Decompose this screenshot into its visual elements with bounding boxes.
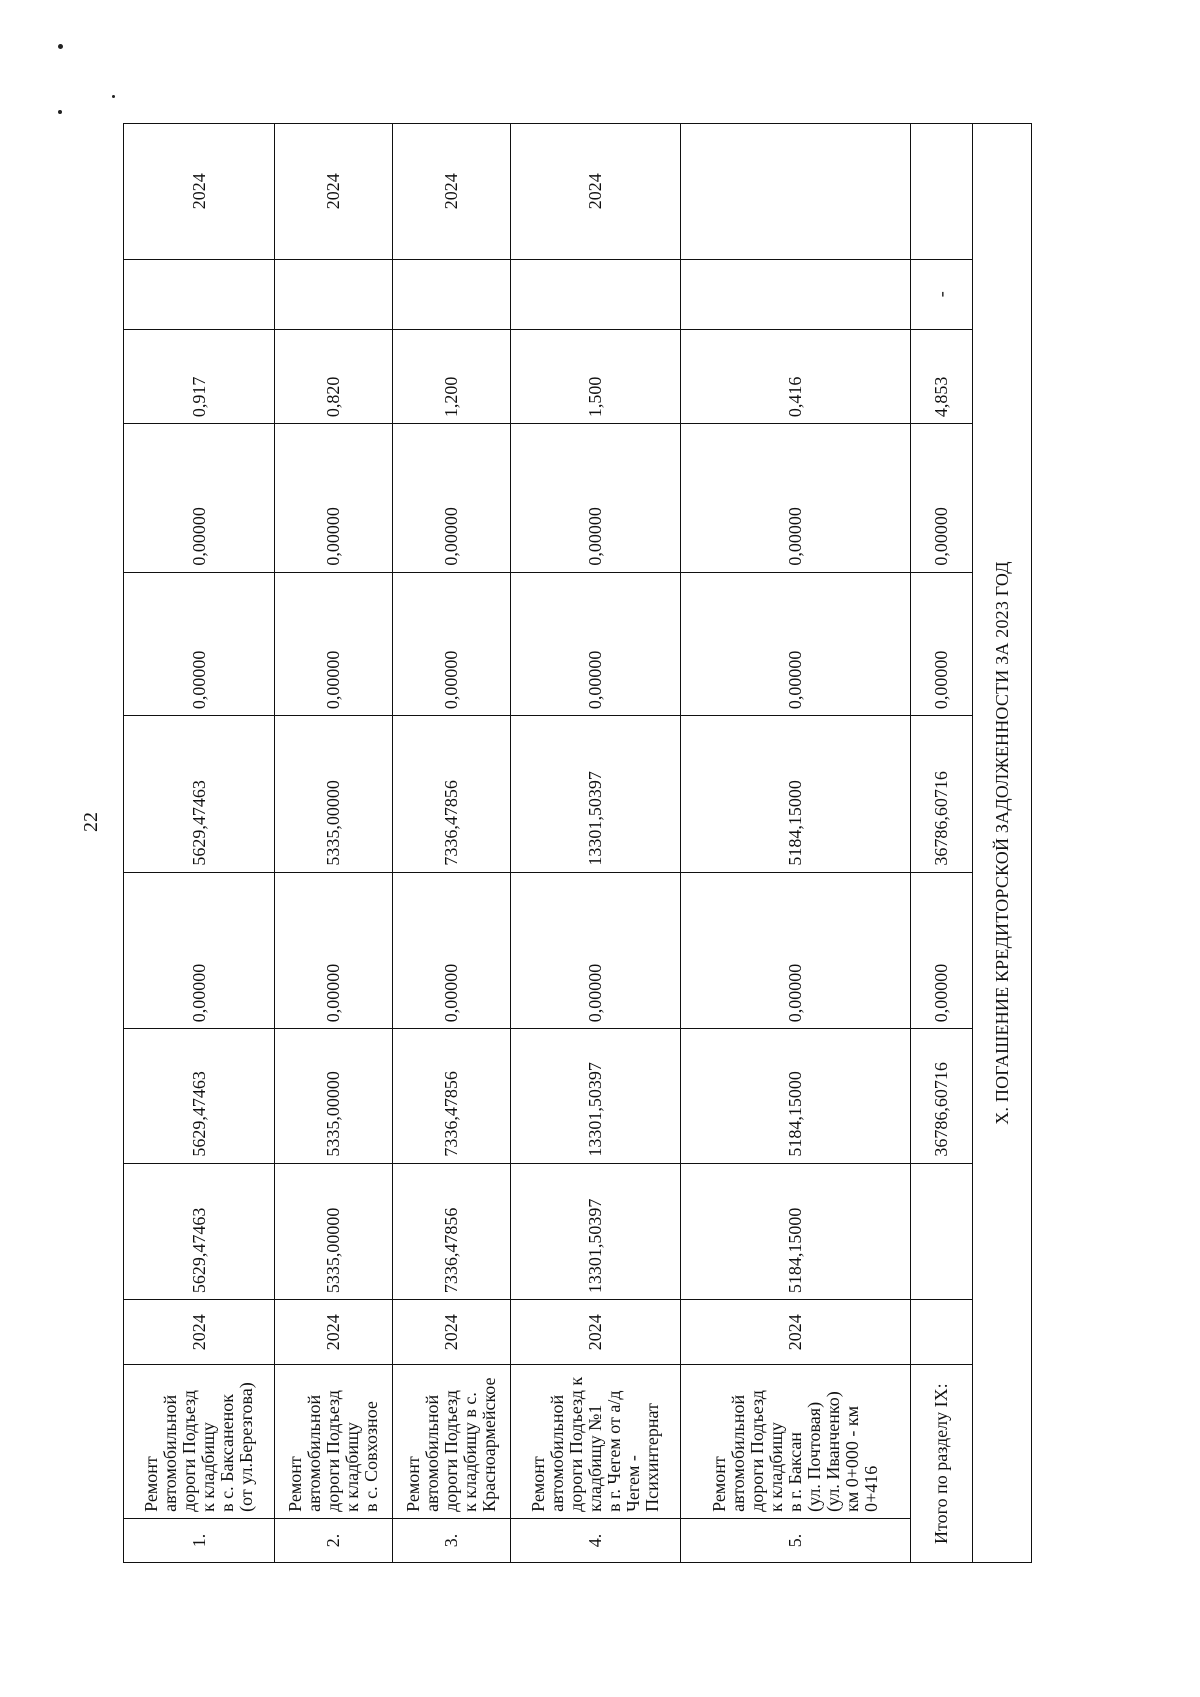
empty-cell [275,259,393,329]
total-value: 0,00000 [911,872,973,1029]
row-number: 5. [681,1518,911,1562]
total-label: Итого по разделу IX: [911,1365,973,1563]
value-cell: 0,00000 [511,424,681,573]
value-cell: 0,00000 [275,872,393,1029]
total-value: 0,00000 [911,572,973,715]
year-cell: 2024 [275,124,393,260]
value-cell: 0,00000 [124,872,275,1029]
scan-speck [112,95,115,98]
row-number: 1. [124,1518,275,1562]
value-cell: 13301,50397 [511,716,681,873]
year-cell: 2024 [511,1300,681,1365]
year-cell: 2024 [511,124,681,260]
value-cell: 0,00000 [681,572,911,715]
value-cell: 0,00000 [511,572,681,715]
year-cell: 2024 [681,1300,911,1365]
value-cell: 13301,50397 [511,1029,681,1163]
row-number: 2. [275,1518,393,1562]
row-number: 3. [393,1518,511,1562]
value-cell: 0,00000 [393,872,511,1029]
value-cell: 7336,47856 [393,1163,511,1299]
empty-cell [911,1163,973,1299]
length-cell: 0,416 [681,329,911,423]
value-cell: 5335,00000 [275,1163,393,1299]
table-row [124,124,275,1563]
year-cell: 2024 [124,124,275,260]
value-cell: 13301,50397 [511,1163,681,1299]
total-length: 4,853 [911,329,973,423]
table-row [275,124,393,1563]
value-cell: 0,00000 [124,424,275,573]
year-cell: 2024 [393,1300,511,1365]
work-name: Ремонт автомобильной дороги Подъезд к кладбищу в с. Совхозное [275,1365,393,1519]
value-cell: 5335,00000 [275,716,393,873]
value-cell: 5184,15000 [681,716,911,873]
value-cell: 0,00000 [275,572,393,715]
value-cell: 5629,47463 [124,1163,275,1299]
scan-speck [58,44,63,49]
value-cell: 0,00000 [124,572,275,715]
value-cell: 7336,47856 [393,716,511,873]
value-cell: 0,00000 [681,424,911,573]
value-cell: 0,00000 [511,872,681,1029]
year-cell: 2024 [393,124,511,260]
total-value: 0,00000 [911,424,973,573]
empty-cell [911,124,973,260]
length-cell: 0,917 [124,329,275,423]
value-cell: 0,00000 [393,572,511,715]
value-cell: 7336,47856 [393,1029,511,1163]
value-cell: 5184,15000 [681,1163,911,1299]
value-cell: 0,00000 [393,424,511,573]
empty-cell [393,259,511,329]
work-name: Ремонт автомобильной дороги Подъезд к кладбищу в с. Баксаненок (от ул.Березгова) [124,1365,275,1519]
empty-cell [511,259,681,329]
year-cell [681,124,911,260]
total-dash: - [911,259,973,329]
year-cell: 2024 [275,1300,393,1365]
page-number: 22 [80,812,102,832]
empty-cell [124,259,275,329]
scan-speck [58,110,62,114]
work-name: Ремонт автомобильной дороги Подъезд к кладбищу №1 в г. Чегем от а/д Чегем - Психинтернат [511,1365,681,1519]
year-cell: 2024 [124,1300,275,1365]
value-cell: 0,00000 [275,424,393,573]
table-row [511,124,681,1563]
rotated-table-container [123,123,1075,1563]
value-cell: 5184,15000 [681,1029,911,1163]
works-table [123,123,1032,1563]
work-name: Ремонт автомобильной дороги Подъезд к кладбищу в г. Баксан (ул. Почтовая) (ул. Иванченко) км 0+000 - км 0+416 [681,1365,911,1519]
total-value: 36786,60716 [911,1029,973,1163]
total-row [911,124,973,1563]
section-row [973,124,1032,1563]
length-cell: 0,820 [275,329,393,423]
value-cell: 5335,00000 [275,1029,393,1163]
empty-cell [911,1300,973,1365]
section-title: X. ПОГАШЕНИЕ КРЕДИТОРСКОЙ ЗАДОЛЖЕННОСТИ ЗА 2023 ГОД [973,124,1032,1563]
work-name: Ремонт автомобильной дороги Подъезд к кладбищу в с. Красноармейское [393,1365,511,1519]
length-cell: 1,500 [511,329,681,423]
table-row [681,124,911,1563]
empty-cell [681,259,911,329]
length-cell: 1,200 [393,329,511,423]
row-number: 4. [511,1518,681,1562]
value-cell: 0,00000 [681,872,911,1029]
value-cell: 5629,47463 [124,1029,275,1163]
total-value: 36786,60716 [911,716,973,873]
table-row [393,124,511,1563]
value-cell: 5629,47463 [124,716,275,873]
